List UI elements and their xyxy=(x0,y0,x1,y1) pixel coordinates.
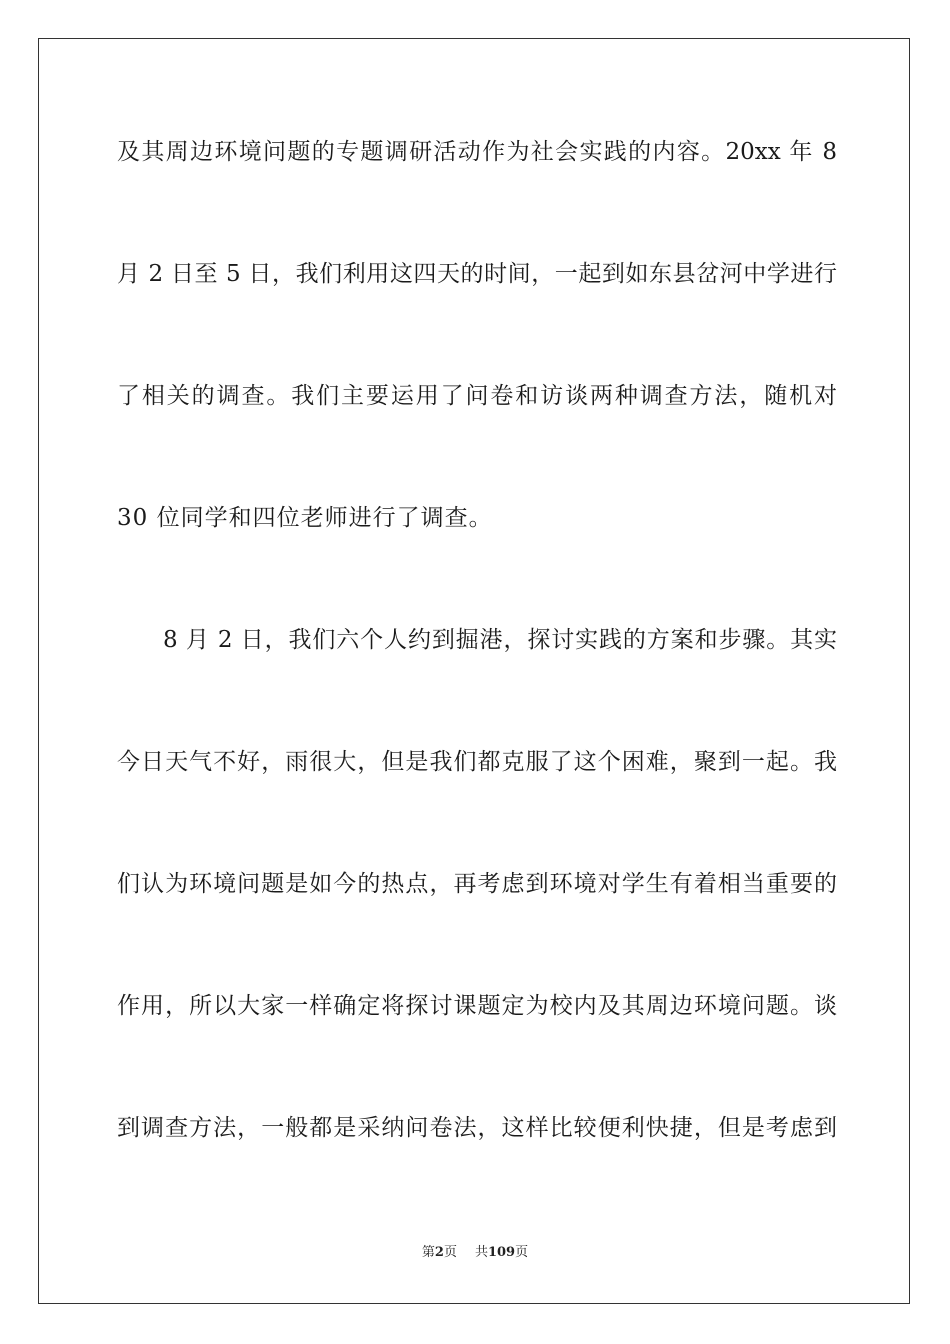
footer-total-pages: 109 xyxy=(487,1245,516,1260)
body-line-5-paragraph-start: 8 月 2 日，我们六个人约到掘港，探讨实践的方案和步骤。其实 xyxy=(163,627,837,653)
footer-page-number: 2 xyxy=(434,1245,444,1260)
footer-total-suffix: 页 xyxy=(515,1245,529,1260)
body-line-2: 月 2 日至 5 日，我们利用这四天的时间，一起到如东县岔河中学进行 xyxy=(117,261,837,287)
body-line-9: 到调查方法，一般都是采纳问卷法，这样比较便利快捷，但是考虑到 xyxy=(117,1115,837,1141)
footer-page-suffix: 页 xyxy=(443,1245,457,1260)
body-line-3: 了相关的调查。我们主要运用了问卷和访谈两种调查方法，随机对 xyxy=(117,383,837,409)
body-line-7: 们认为环境问题是如今的热点，再考虑到环境对学生有着相当重要的 xyxy=(117,871,837,897)
footer-total-prefix: 共 xyxy=(474,1245,488,1260)
body-line-1: 及其周边环境问题的专题调研活动作为社会实践的内容。20xx 年 8 xyxy=(117,139,837,165)
page-footer xyxy=(0,1244,950,1262)
body-line-6: 今日天气不好，雨很大，但是我们都克服了这个困难，聚到一起。我 xyxy=(117,749,837,775)
body-line-8: 作用，所以大家一样确定将探讨课题定为校内及其周边环境问题。谈 xyxy=(117,993,837,1019)
body-line-4: 30 位同学和四位老师进行了调查。 xyxy=(117,505,493,531)
footer-page-prefix: 第 xyxy=(421,1245,435,1260)
